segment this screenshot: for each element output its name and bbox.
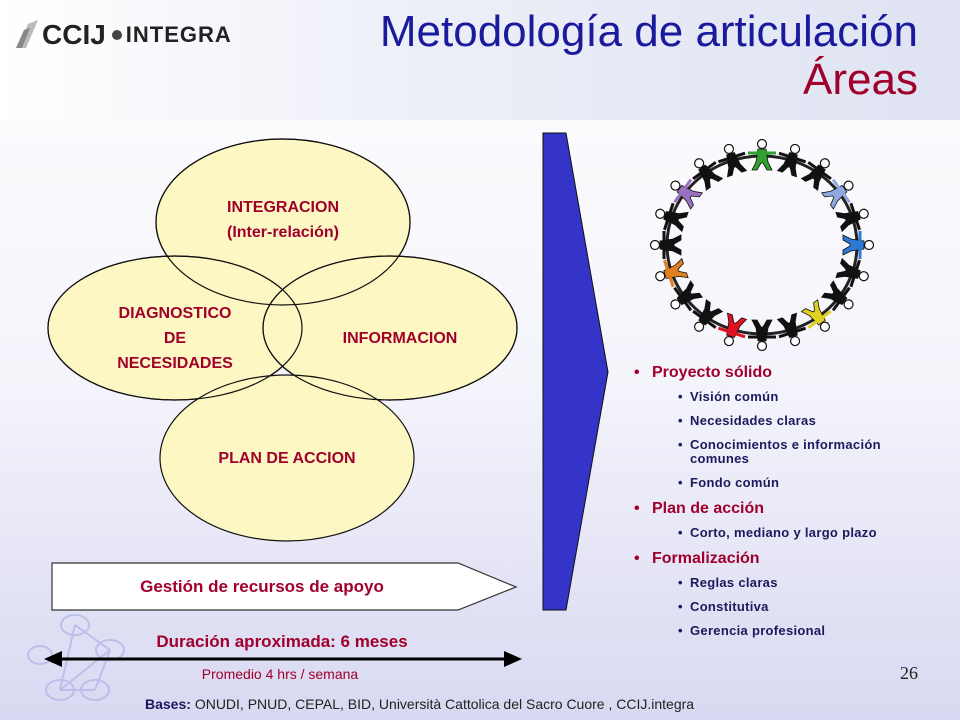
person-figure: [835, 199, 873, 235]
bullet-item: • Fondo común: [678, 476, 932, 490]
bases-label: Bases:: [145, 696, 191, 712]
title-main: Metodología de articulación: [379, 7, 918, 56]
venn-label-diagnostico: [75, 301, 275, 376]
promedio-label: Promedio 4 hrs / semana: [201, 666, 359, 682]
bullet-proyecto: • Proyecto sólido: [632, 364, 932, 382]
page-number: 26: [900, 663, 918, 683]
person-figure: [774, 140, 810, 178]
logo-suffix: INTEGRA: [125, 22, 232, 47]
venn-left-line2: DE: [163, 330, 187, 347]
bullet-plan: • Plan de acción: [632, 500, 932, 518]
logo-brand: CCIJ: [42, 19, 106, 50]
bases-text: ONUDI, PNUD, CEPAL, BID, Università Cattolica del Sacro Cuore , CCIJ.integra: [194, 696, 695, 712]
bullet-item: • Reglas claras: [678, 576, 932, 590]
bullet-item: • Constitutiva: [678, 600, 932, 614]
venn-label-plan-accion: PLAN DE ACCION: [218, 450, 356, 467]
venn-label-informacion: INFORMACION: [342, 330, 458, 347]
venn-left-line1: DIAGNOSTICO: [118, 305, 232, 322]
person-figure: [714, 312, 750, 350]
venn-left-line3: NECESIDADES: [117, 355, 233, 372]
person-figure: [774, 312, 810, 350]
duracion-label: Duración aproximada: 6 meses: [156, 632, 408, 651]
bullet-formalizacion: • Formalización: [632, 550, 932, 568]
venn-top-line1: INTEGRACION: [227, 199, 339, 216]
person-figure: [652, 255, 690, 291]
bullet-item: • Gerencia profesional: [678, 624, 932, 638]
person-figure: [652, 199, 690, 235]
people-ring-image: [651, 140, 874, 351]
bullet-item: • Visión común: [678, 390, 932, 404]
person-figure: [714, 140, 750, 178]
bullet-item: • Corto, mediano y largo plazo: [678, 526, 932, 540]
person-figure: [748, 320, 776, 351]
bullet-item: • Conocimientos e información comunes: [678, 438, 932, 466]
title-subtitle: Áreas: [803, 55, 918, 104]
bullet-list: [632, 364, 932, 648]
person-figure: [843, 231, 874, 259]
venn-label-integracion: [183, 195, 383, 245]
big-blue-arrow: [543, 133, 608, 610]
person-figure: [651, 231, 682, 259]
bullet-item: • Necesidades claras: [678, 414, 932, 428]
person-figure: [748, 140, 776, 171]
person-figure: [835, 255, 873, 291]
duration-double-arrow: [44, 651, 522, 667]
bases-footer: [145, 696, 694, 712]
venn-top-line2: (Inter-relación): [226, 224, 339, 241]
gestion-label: Gestión de recursos de apoyo: [140, 577, 384, 596]
